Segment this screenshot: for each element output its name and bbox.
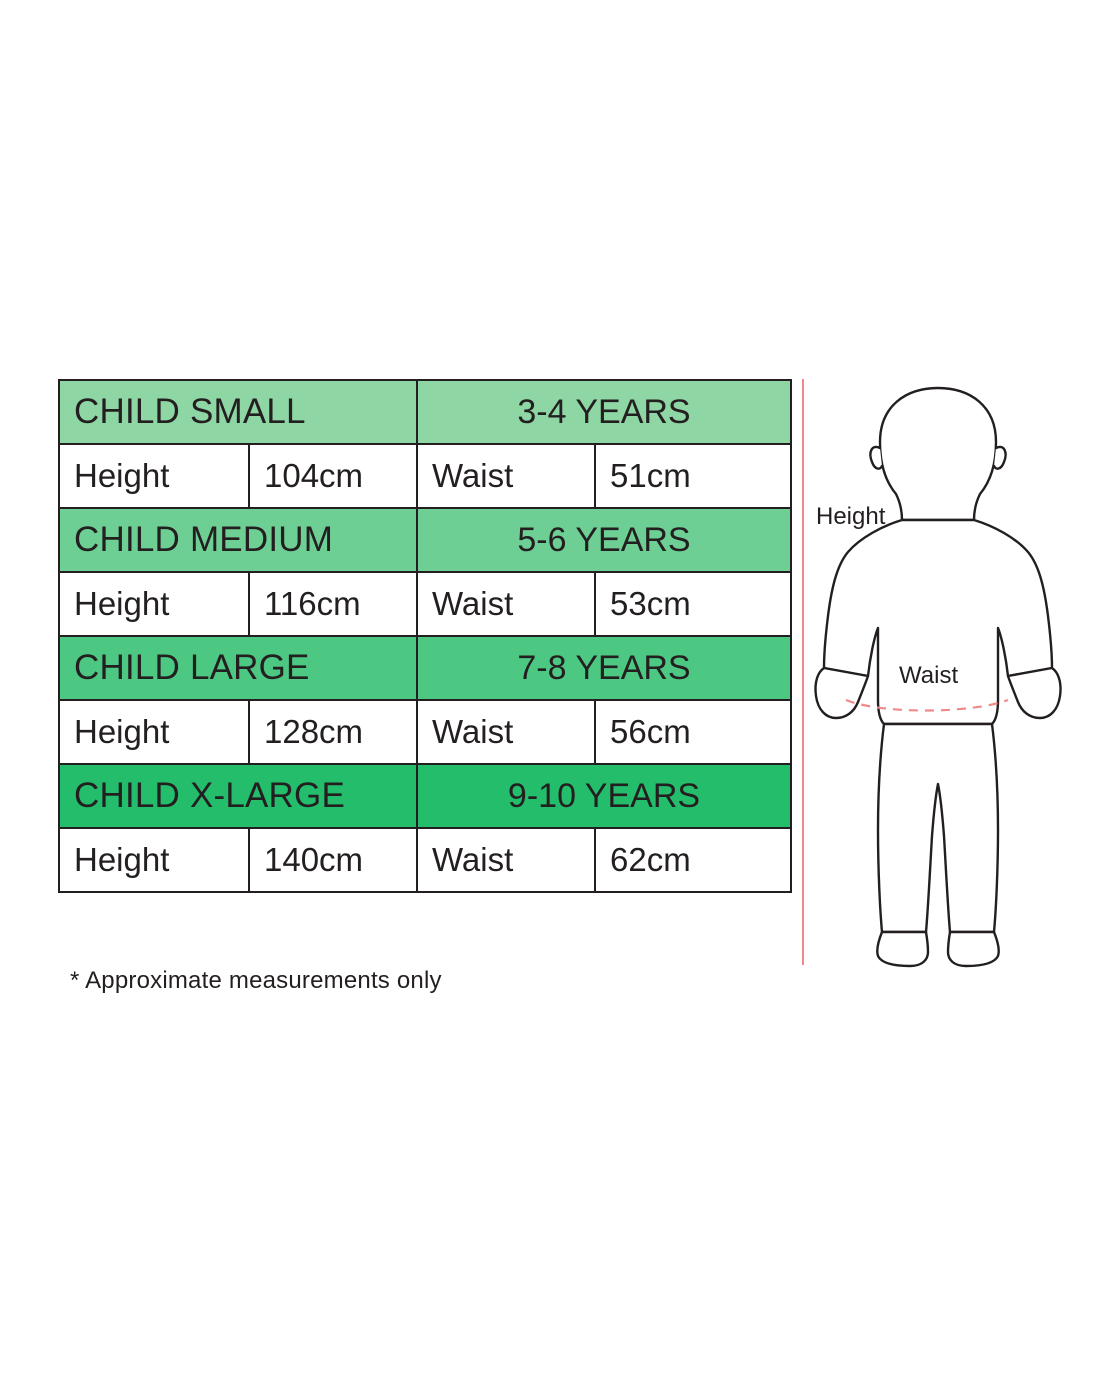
height-value: 104cm (249, 444, 417, 508)
height-value: 128cm (249, 700, 417, 764)
child-figure-diagram (810, 370, 1080, 980)
table-row (59, 444, 791, 508)
table-row (59, 636, 791, 700)
vertical-divider (802, 379, 804, 965)
footnote: * Approximate measurements only (70, 967, 442, 994)
waist-value: 56cm (595, 700, 791, 764)
height-label: Height (59, 444, 249, 508)
table-row (59, 572, 791, 636)
waist-label: Waist (417, 700, 595, 764)
waist-label: Waist (417, 444, 595, 508)
table-row (59, 764, 791, 828)
table-row (59, 700, 791, 764)
table-row (59, 380, 791, 444)
height-value: 116cm (249, 572, 417, 636)
size-name: CHILD X-LARGE (59, 764, 417, 828)
size-name: CHILD MEDIUM (59, 508, 417, 572)
table-row (59, 508, 791, 572)
size-table (58, 379, 792, 893)
waist-annotation-label: Waist (899, 662, 959, 689)
waist-value: 53cm (595, 572, 791, 636)
height-value: 140cm (249, 828, 417, 892)
table-row (59, 828, 791, 892)
size-age: 7-8 YEARS (417, 636, 791, 700)
size-age: 9-10 YEARS (417, 764, 791, 828)
waist-value: 62cm (595, 828, 791, 892)
waist-label: Waist (417, 572, 595, 636)
size-age: 3-4 YEARS (417, 380, 791, 444)
height-label: Height (59, 572, 249, 636)
waist-value: 51cm (595, 444, 791, 508)
waist-label: Waist (417, 828, 595, 892)
height-annotation-label: Height (816, 503, 886, 530)
height-label: Height (59, 700, 249, 764)
size-name: CHILD SMALL (59, 380, 417, 444)
size-name: CHILD LARGE (59, 636, 417, 700)
size-age: 5-6 YEARS (417, 508, 791, 572)
height-label: Height (59, 828, 249, 892)
